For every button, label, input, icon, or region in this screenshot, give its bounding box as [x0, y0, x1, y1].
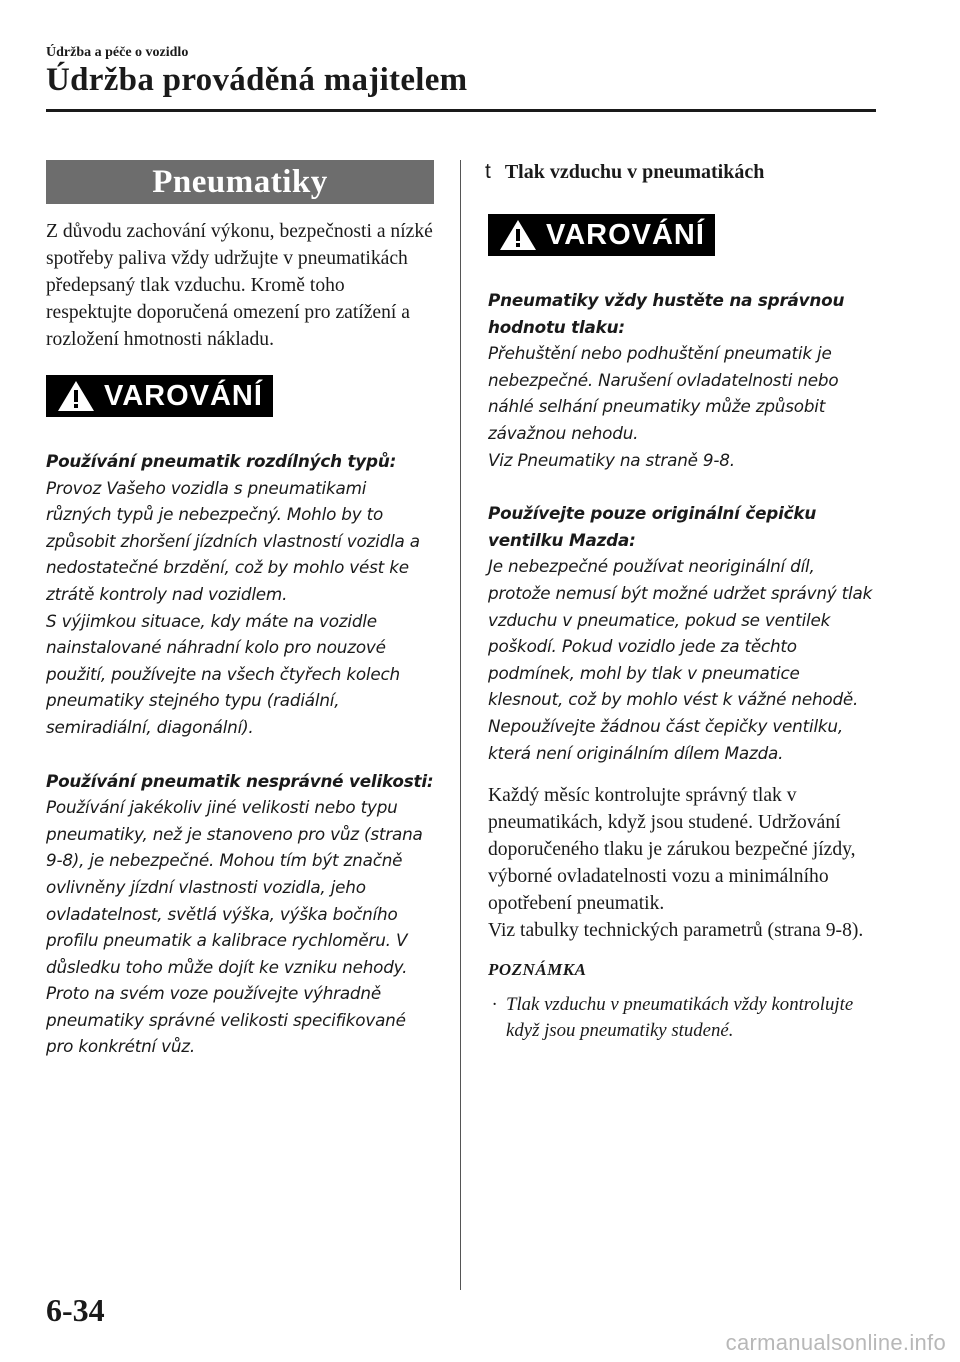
intro-paragraph: Z důvodu zachování výkonu, bezpečnosti a nízké spotřeby paliva vždy udržujte v pneumatikách předepsaný tlak vzduchu. Kromě toho respektujte doporučená omezení pro zatížení a rozložení hmotnosti nákladu. — [46, 221, 433, 350]
subheading-text: Tlak vzduchu v pneumatikách — [504, 161, 765, 183]
warning-label: VAROVÁNÍ — [546, 218, 705, 251]
subheading — [485, 160, 873, 184]
warning-text: S výjimkou situace, kdy máte na vozidle nainstalované náhradní kolo pro nouzové použití, používejte na všech čtyřech kolech pneumatiky stejného typu (radiální, semiradiální, diagonální). — [46, 610, 400, 737]
warning-triangle-icon — [498, 218, 538, 252]
warning-text: Přehuštění nebo podhuštění pneumatik je nebezpečné. Narušení ovladatelnosti nebo náhlé selhání pneumatiky může způsobit závažnou nehodu. — [488, 343, 839, 443]
note-title: POZNÁMKA — [488, 960, 587, 980]
header-rule — [46, 109, 876, 112]
warning-block-1 — [488, 287, 873, 473]
left-column — [46, 160, 434, 1060]
warning-label: VAROVÁNÍ — [104, 379, 263, 412]
body-paragraph: Každý měsíc kontrolujte správný tlak v pneumatikách, když jsou studené. Udržování doporučeného tlaku je zárukou bezpečné jízdy, výborné ovladatelnosti vozu a minimálního opotřebení pneumatik. — [488, 785, 856, 915]
warning-text: Je nebezpečné používat neoriginální díl, protože nemusí být možné udržet správný tlak vzduchu v pneumatice, pokud se ventilek poškodí. Pokud vozidlo jede za těchto podmínek, mohl by tlak v pneumatice klesnout, což by mohlo vést k vážné nehodě. Nepoužívejte žádnou část čepičky ventilku, která není originálním dílem Mazda. — [488, 556, 873, 763]
warning-badge — [46, 375, 273, 417]
body-paragraph: Viz tabulky technických parametrů (strana 9-8). — [488, 920, 864, 942]
warning-text: Provoz Vašeho vozidla s pneumatikami různých typů je nebezpečný. Mohlo by to způsobit zhoršení jízdních vlastností vozidla a nedostatečné brzdění, což by mohlo vést ke ztrátě kontroly nad vozidlem. — [46, 477, 420, 604]
note-bullet: · — [492, 994, 497, 1016]
note-item — [488, 992, 873, 1044]
chapter-title: Údržba prováděná majitelem — [46, 62, 468, 98]
section-title-banner — [46, 160, 434, 204]
warning-heading: Používání pneumatik rozdílných typů: — [46, 451, 397, 471]
column-divider — [460, 160, 461, 1290]
warning-block-1 — [46, 448, 434, 741]
warning-text: Viz Pneumatiky na straně 9-8. — [488, 449, 735, 470]
note-text: Tlak vzduchu v pneumatikách vždy kontrolujte když jsou pneumatiky studené. — [506, 994, 854, 1042]
warning-block-2 — [488, 500, 873, 766]
warning-badge-wrapper — [488, 214, 873, 257]
warning-heading: Používejte pouze originální čepičku ventilku Mazda: — [488, 503, 817, 550]
warning-heading: Používání pneumatik nesprávné velikosti: — [46, 770, 434, 791]
warning-badge-wrapper — [46, 375, 434, 418]
right-column — [485, 160, 873, 1044]
watermark: carmanualsonline.info — [725, 1330, 946, 1355]
warning-triangle-icon — [56, 379, 96, 413]
page-number: 6-34 — [46, 1292, 105, 1328]
warning-heading: Pneumatiky vždy hustěte na správnou hodnotu tlaku: — [488, 290, 845, 337]
breadcrumb: Údržba a péče o vozidlo — [46, 45, 189, 60]
warning-block-2 — [46, 768, 434, 1061]
warning-badge — [488, 214, 715, 256]
subheading-marker: t — [485, 160, 491, 183]
section-title: Pneumatiky — [152, 163, 328, 200]
warning-text: Používání jakékoliv jiné velikosti nebo typu pneumatiky, než je stanoveno pro vůz (strana 9-8), je nebezpečné. Mohou tím být značně ovlivněny jízdní vlastnosti vozidla, jeho ovladatelnost, světlá výška, výška bočního profilu pneumatik a kalibrace rychloměru. V důsledku toho může dojít ke vzniku nehody. Proto na svém voze používejte výhradně pneumatiky správné velikosti specifikované pro konkrétní vůz. — [46, 797, 423, 1057]
